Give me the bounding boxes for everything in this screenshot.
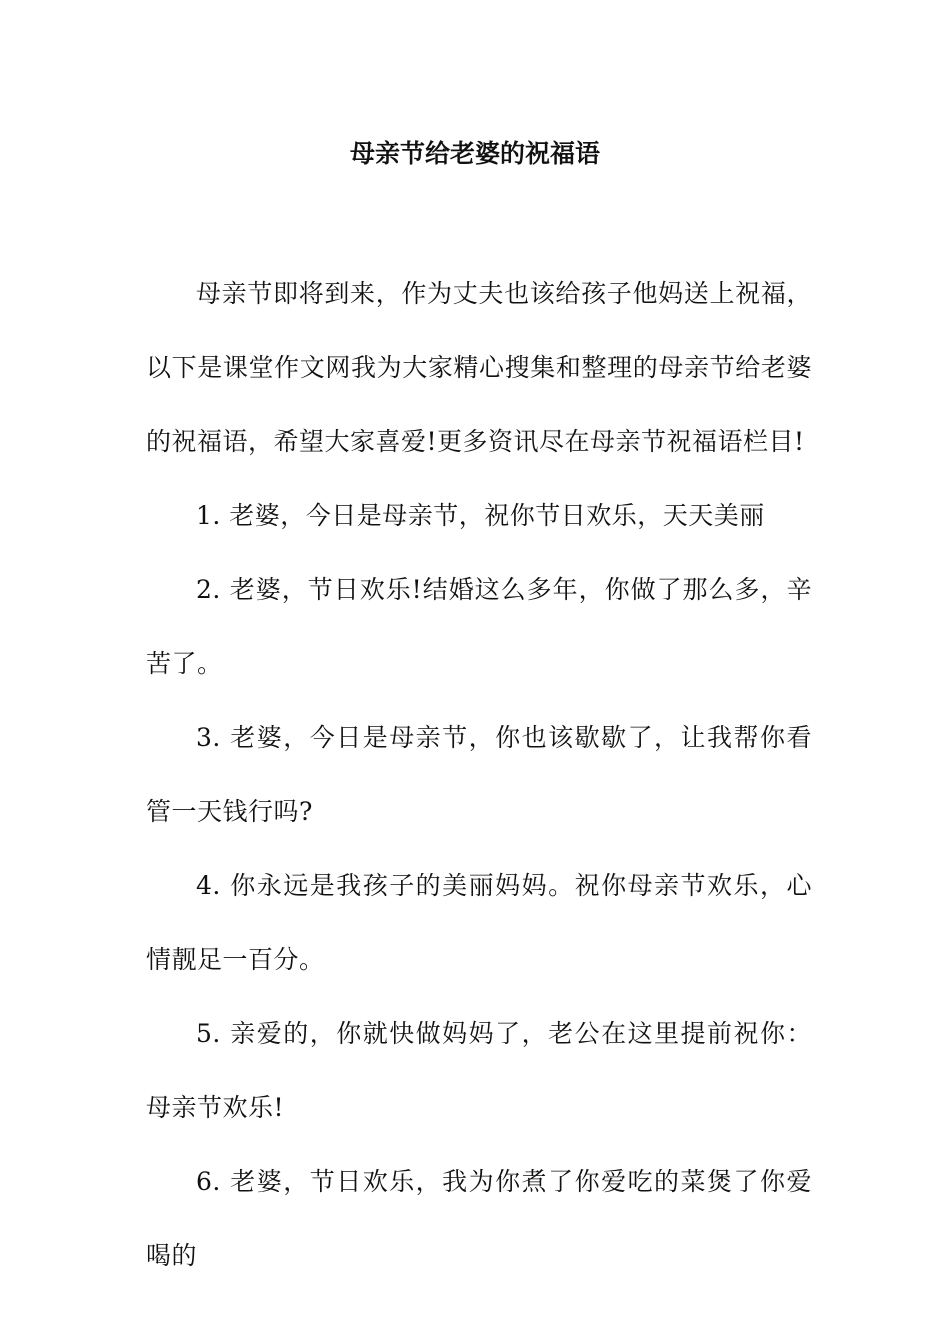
- list-item-3: 3. 老婆，今日是母亲节，你也该歇歇了，让我帮你看管一天钱行吗?: [146, 723, 812, 826]
- list-item-5: 5. 亲爱的，你就快做妈妈了，老公在这里提前祝你：母亲节欢乐!: [146, 1019, 812, 1122]
- list-item-1: 1. 老婆，今日是母亲节，祝你节日欢乐，天天美丽: [196, 501, 765, 530]
- list-item-4: 4. 你永远是我孩子的美丽妈妈。祝你母亲节欢乐，心情靓足一百分。: [146, 871, 812, 974]
- list-item-2: 2. 老婆，节日欢乐!结婚这么多年，你做了那么多，辛苦了。: [146, 575, 812, 678]
- intro-paragraph: 母亲节即将到来，作为丈夫也该给孩子他妈送上祝福，以下是课堂作文网我为大家精心搜集和整理的母亲节给老婆的祝福语，希望大家喜爱!更多资讯尽在母亲节祝福语栏目!: [146, 279, 812, 456]
- list-item-6: 6. 老婆，节日欢乐，我为你煮了你爱吃的菜煲了你爱喝的: [146, 1167, 812, 1270]
- document-title: 母亲节给老婆的祝福语: [349, 139, 600, 168]
- document-body: [146, 257, 812, 1293]
